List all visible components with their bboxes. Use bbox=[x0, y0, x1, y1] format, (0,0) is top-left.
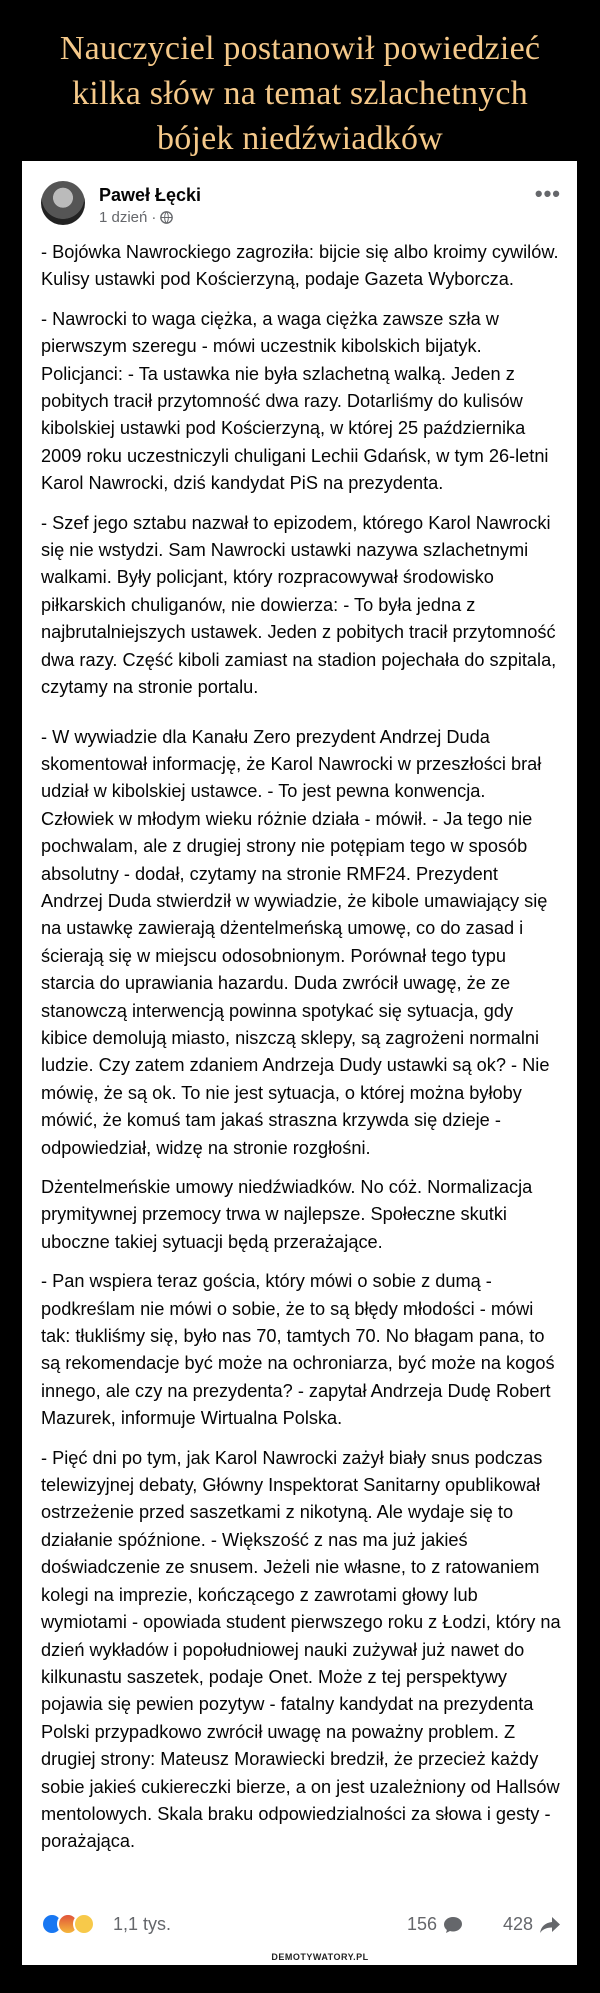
post-paragraph: Dżentelmeńskie umowy niedźwiadków. No cóż. Normalizacja prymitywnej przemocy trwa w najlepsze. Społeczne skutki uboczne takiej sytuacji będą przerażające. bbox=[41, 1177, 533, 1252]
post-paragraph: - Bojówka Nawrockiego zagroziła: bijcie się albo kroimy cywilów. Kulisy ustawki pod Kościerzyną, podaje Gazeta Wyborcza. bbox=[41, 242, 559, 290]
globe-icon bbox=[160, 211, 173, 224]
meta-separator: · bbox=[151, 209, 157, 226]
page-title bbox=[0, 0, 600, 157]
page-title-line: Nauczyciel postanowił powiedzieć bbox=[59, 30, 541, 67]
comments-count-link[interactable] bbox=[407, 1914, 463, 1935]
post-header bbox=[41, 181, 561, 233]
post-paragraph: - Pięć dni po tym, jak Karol Nawrocki zażył biały snus podczas telewizyjnej debaty, Główny Inspektorat Sanitarny opublikował ostrzeżenie przed saszetkami z nikotyną. Ale wydaje się to działanie spóźnione. - Większość z nas ma już jakieś doświadczenie ze snusem. Jeżeli nie własne, to z ratowaniem kolegi na imprezie, kończącego z zawrotami głowy lub wymiotami - opowiada student pierwszego roku z Łodzi, który na dzień wykładów i popołudniowej nauki zużywał już nawet do kilkunastu saszetek, podaje Onet. Może z tej perspektywy pojawia się pewien pozytyw - fatalny kandydat na prezydenta Polski przypadkowo zwrócił uwagę na poważny problem. Z drugiej strony: Mateusz Morawiecki bredził, że przecież każdy sobie jakieś cukiereczki bierze, a on jest uzależniony od Hallsów mentolowych. Skala braku odpowiedzialności za słowa i gesty - porażająca. bbox=[41, 1447, 561, 1852]
comments-count: 156 bbox=[406, 1914, 437, 1934]
reactions-count[interactable]: 1,1 tys. bbox=[113, 1914, 172, 1934]
post-paragraph: - Szef jego sztabu nazwał to epizodem, którego Karol Nawrocki się nie wstydzi. Sam Nawrocki ustawki nazywa szlachetnymi walkami. Były policjant, który rozpracowywał środowisko piłkarskich chuliganów, nie dowierza: - To była jedna z najbrutalniejszych ustawek. Jeden z pobitych tracił przytomność dwa razy. Część kiboli zamiast na stadion pojechała do szpitala, czytamy na stronie portalu. bbox=[41, 512, 557, 698]
avatar[interactable] bbox=[41, 181, 85, 225]
page-title-line: kilka słów na temat szlachetnych bbox=[72, 75, 528, 112]
shares-count-link[interactable] bbox=[503, 1914, 561, 1935]
post-body bbox=[41, 239, 561, 1868]
post-time[interactable]: 1 dzień bbox=[99, 209, 148, 226]
sad-reaction-icon bbox=[73, 1913, 95, 1935]
post-paragraph: - W wywiadzie dla Kanału Zero prezydent Andrzej Duda skomentował informację, że Karol Nawrocki w przeszłości brał udział w kibolskiej ustawce. - To jest pewna konwencja. Człowiek w młodym wieku różnie działa - mówił. - Ja tego nie pochwalam, ale z drugiej strony nie potępiam tego w sposób absolutny - dodał, czytamy na stronie RMF24. Prezydent Andrzej Duda stwierdził w wywiadzie, że kibole umawiający się na ustawkę zawierają dżentelmeńską umowę, co do zasad i ścierają się w miejscu odosobnionym. Porównał tego typu starcia do uprawiania hazardu. Duda zwrócił uwagę, że ze stanowczą interwencją powinna spotykać się sytuacja, gdy kibice demolują miasto, niszczą sklepy, są zagrożeni normalni ludzie. Czy zatem zdaniem Andrzeja Dudy ustawki są ok? - Nie mówię, że są ok. To nie jest sytuacja, o której można byłoby mówić, że komuś tam jakaś straszna krzywda się dzieje - odpowiedział, widzę na stronie rozgłośni. bbox=[41, 726, 550, 1158]
more-dots-icon[interactable]: ••• bbox=[534, 181, 561, 206]
post-paragraph: - Nawrocki to waga ciężka, a waga ciężka zawsze szła w pierwszym szeregu - mówi uczestnik kibolskich bijatyk. Policjanci: - Ta ustawka nie była szlachetną walką. Jeden z pobitych tracił przytomność dwa razy. Dotarliśmy do kulisów kibolskiej ustawki pod Kościerzyną, w której 25 października 2009 roku uczestniczyli chuligani Lechii Gdańsk, w tym 26-letni Karol Nawrocki, dziś kandydat PiS na prezydenta. bbox=[41, 308, 549, 494]
facebook-post-card bbox=[22, 161, 577, 1965]
post-footer bbox=[41, 1910, 561, 1942]
comment-bubble-icon bbox=[443, 1916, 463, 1934]
reactions[interactable] bbox=[41, 1913, 89, 1935]
author-name[interactable]: Paweł Łęcki bbox=[99, 185, 202, 205]
watermark: DEMOTYWATORY.PL bbox=[262, 1950, 378, 1964]
post-meta bbox=[99, 209, 173, 226]
shares-count: 428 bbox=[502, 1914, 533, 1934]
post-paragraph: - Pan wspiera teraz gościa, który mówi o sobie z dumą - podkreślam nie mówi o sobie, że to są błędy młodości - mówi tak: tłukliśmy się, było nas 70, tamtych 70. No błagam pana, to są rekomendacje być może na ochroniarza, być może na kogoś innego, ale czy na prezydenta? - zapytał Andrzeja Dudę Robert Mazurek, informuje Wirtualna Polska. bbox=[41, 1271, 555, 1429]
share-arrow-icon bbox=[539, 1916, 561, 1934]
page-title-line: bójek niedźwiadków bbox=[157, 120, 443, 157]
